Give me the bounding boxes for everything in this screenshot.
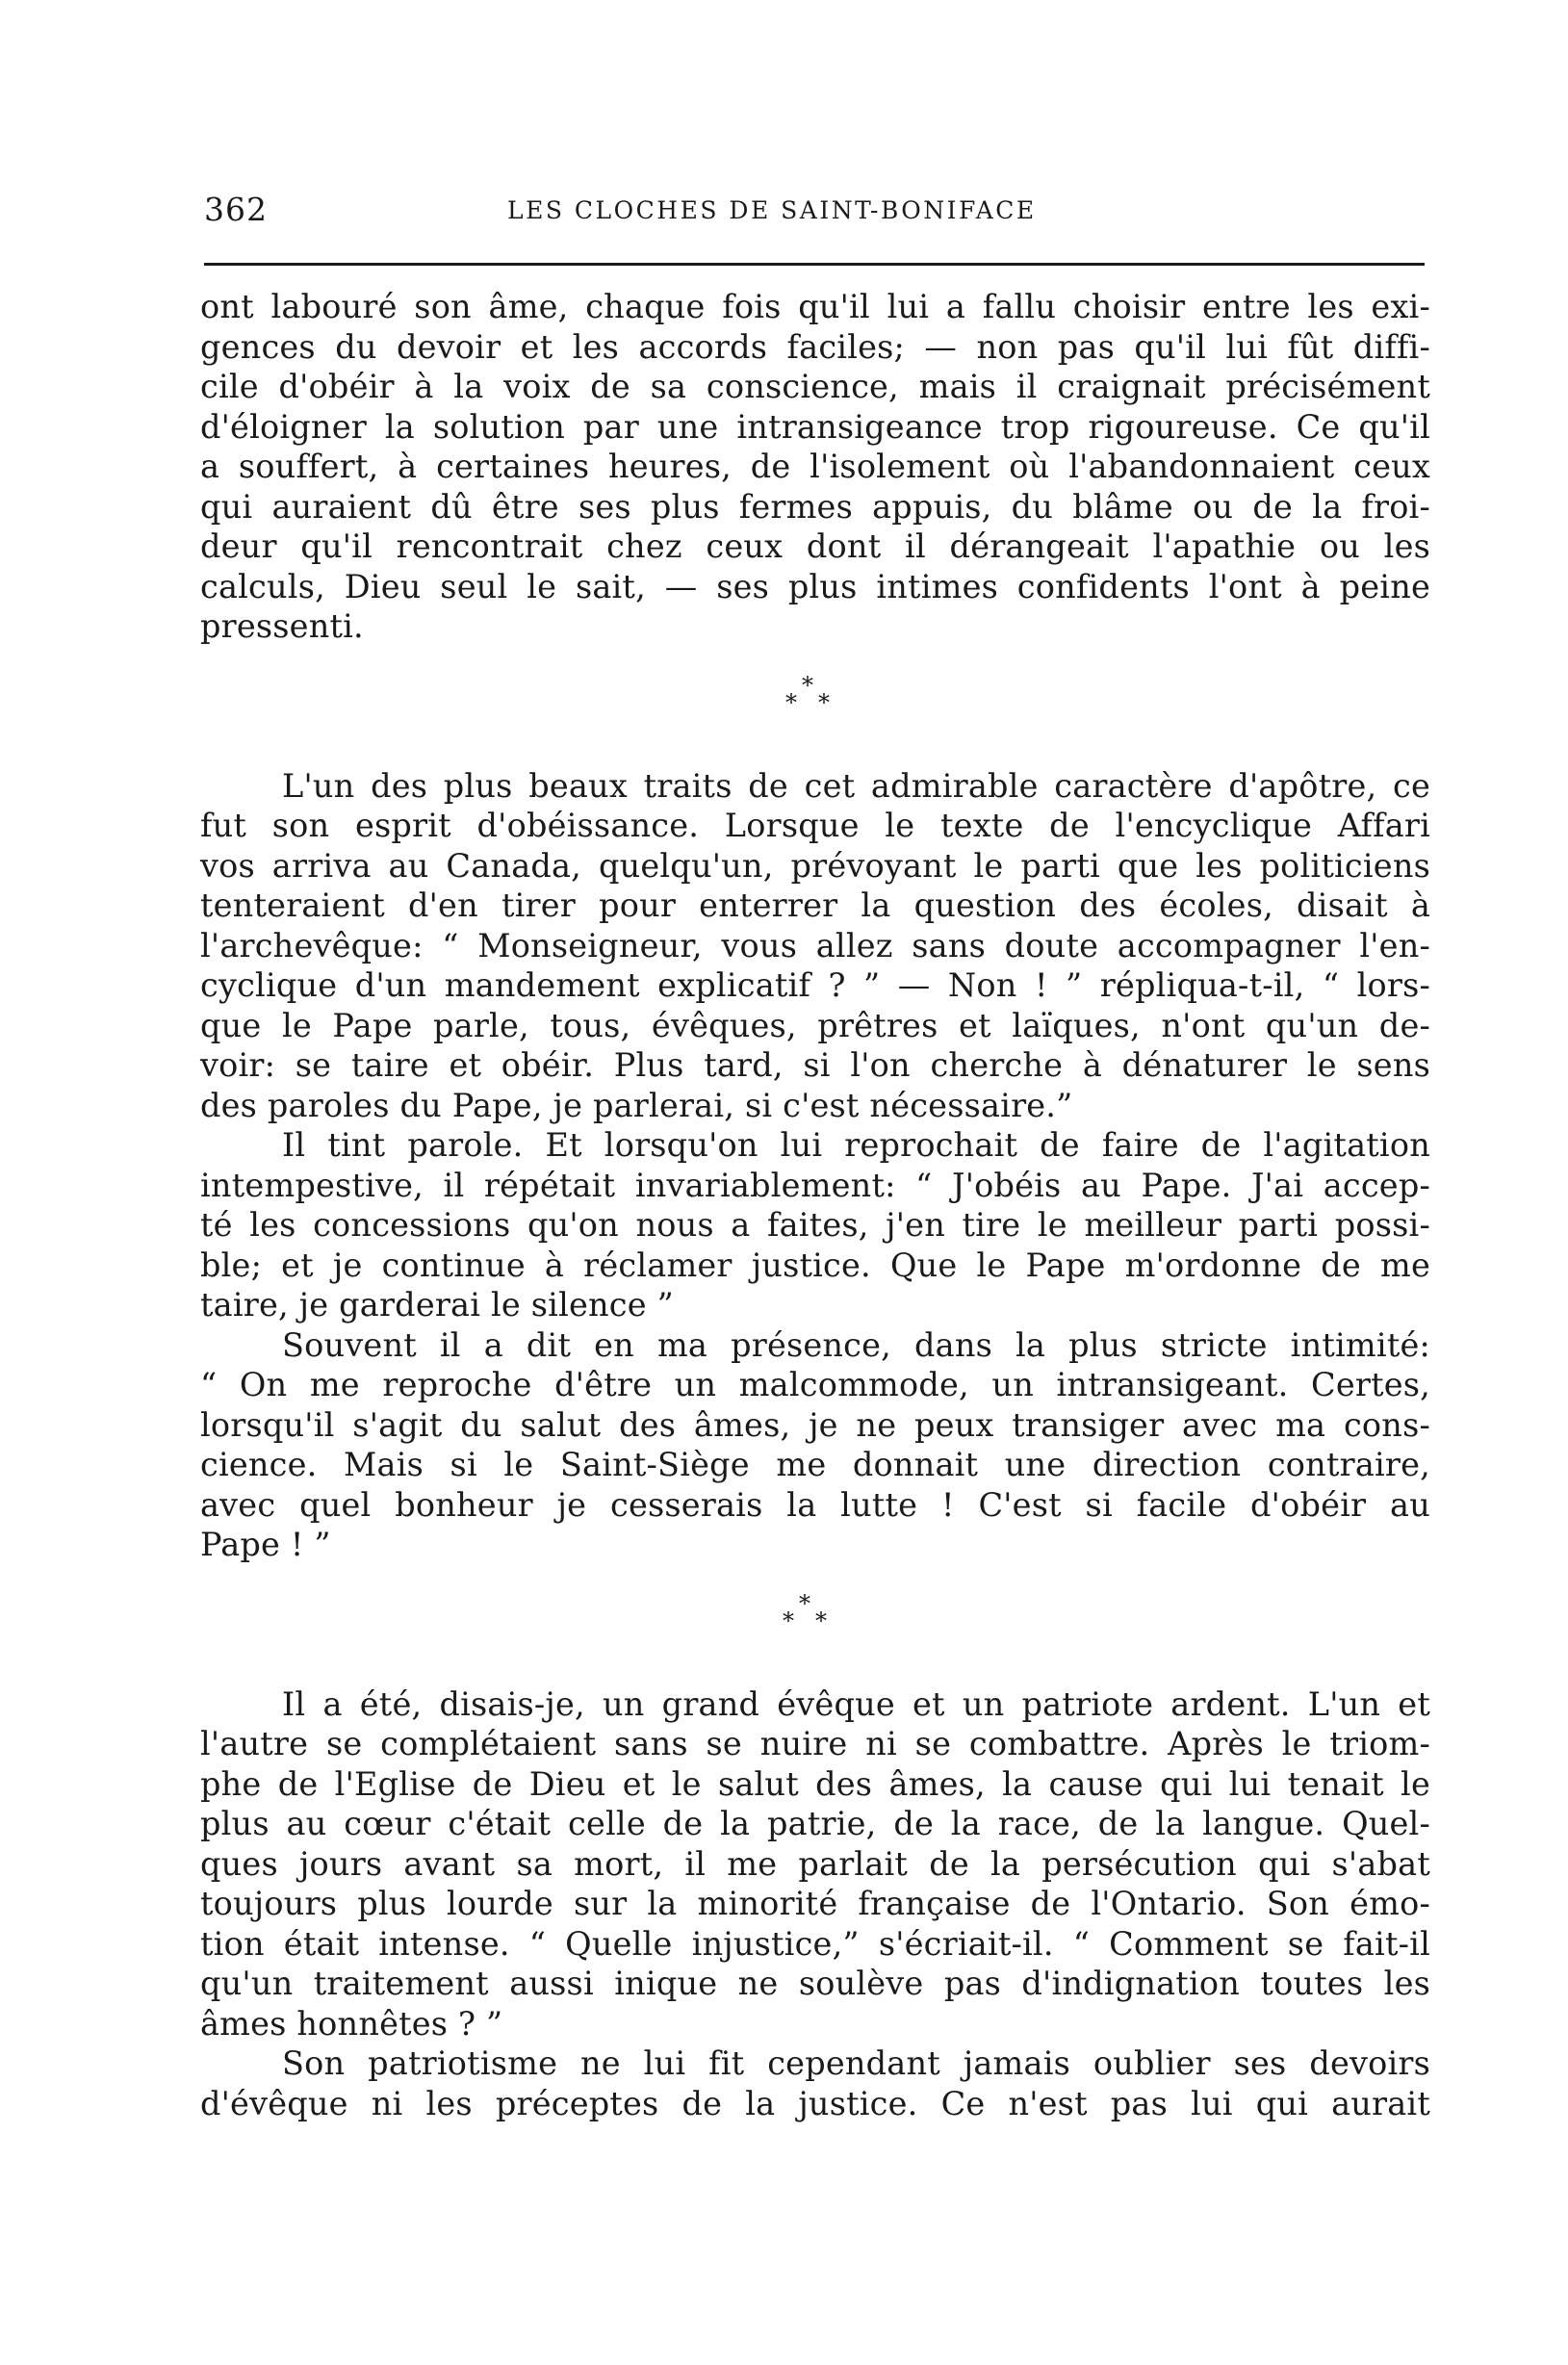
page-number: 362 [204, 191, 268, 228]
text-line: des paroles du Pape, je parlerai, si c'est nécessaire.” [200, 1086, 1073, 1124]
paragraph [200, 287, 1430, 647]
text-line: tenteraient d'en tirer pour enterrer la question des écoles, disait à [200, 887, 1430, 924]
body-text [200, 287, 1430, 2123]
text-line: intempestive, il répétait invariablement: “ J'obéis au Pape. J'ai accep- [200, 1166, 1430, 1204]
text-line: té les concessions qu'on nous a faites, j'en tire le meilleur parti possi- [200, 1206, 1430, 1244]
text-line: vos arriva au Canada, quelqu'un, prévoyant le parti que les politiciens [200, 846, 1430, 885]
text-line: gences du devoir et les accords faciles; — non pas qu'il lui fût diffi- [200, 327, 1430, 366]
paragraph [200, 1684, 1430, 2044]
text-line: “ On me reproche d'être un malcommode, un intransigeant. Certes, [200, 1366, 1430, 1403]
text-line: ont labouré son âme, chaque fois qu'il lui a fallu choisir entre les exi- [200, 288, 1430, 325]
text-line: pressenti. [200, 607, 364, 645]
page-header [204, 191, 1427, 233]
paragraph [200, 766, 1430, 1126]
text-line: L'un des plus beaux traits de cet admirable caractère d'apôtre, ce [282, 766, 1430, 805]
text-line: tion était intense. “ Quelle injustice,” s'écriait-il. “ Comment se fait-il [200, 1924, 1430, 1963]
text-line: Son patriotisme ne lui fit cependant jamais oublier ses devoirs [282, 2044, 1430, 2082]
text-line: voir: se taire et obéir. Plus tard, si l'on cherche à dénaturer le sens [200, 1046, 1430, 1084]
section-separator [200, 647, 1430, 766]
text-line: avec quel bonheur je cesserais la lutte ! C'est si facile d'obéir au [200, 1485, 1430, 1524]
text-line: a souffert, à certaines heures, de l'isolement où l'abandonnaient ceux [200, 448, 1430, 485]
text-line: ques jours avant sa mort, il me parlait de la persécution qui s'abat [200, 1844, 1430, 1883]
text-line: Il tint parole. Et lorsqu'on lui reprochait de faire de l'agitation [282, 1126, 1430, 1164]
text-line: d'évêque ni les préceptes de la justice. Ce n'est pas lui qui aurait [200, 2084, 1430, 2122]
text-line: qui auraient dû être ses plus fermes appuis, du blâme ou de la froi- [200, 487, 1430, 526]
text-line: Pape ! ” [200, 1526, 331, 1563]
text-line: calculs, Dieu seul le sait, — ses plus intimes confidents l'ont à peine [200, 567, 1430, 605]
text-line: fut son esprit d'obéissance. Lorsque le texte de l'encyclique Affari [200, 807, 1430, 844]
text-line: l'archevêque: “ Monseigneur, vous allez sans doute accompagner l'en- [200, 926, 1430, 964]
asterism-star: * [785, 688, 797, 716]
paragraph [200, 1325, 1430, 1565]
text-line: ble; et je continue à réclamer justice. Que le Pape m'ordonne de me [200, 1246, 1430, 1284]
text-line: toujours plus lourde sur la minorité française de l'Ontario. Son émo- [200, 1885, 1430, 1922]
text-line: qu'un traitement aussi inique ne soulève pas d'indignation toutes les [200, 1965, 1430, 2002]
text-line: plus au cœur c'était celle de la patrie, de la race, de la langue. Quel- [200, 1805, 1430, 1842]
text-line: que le Pape parle, tous, évêques, prêtres et laïques, n'ont qu'un de- [200, 1006, 1430, 1044]
text-line: Il a été, disais-je, un grand évêque et un patriote ardent. L'un et [282, 1684, 1430, 1723]
text-line: cyclique d'un mandement explicatif ? ” — Non ! ” répliqua-t-il, “ lors- [200, 966, 1430, 1004]
asterism-star: * [802, 671, 813, 699]
running-title: LES CLOCHES DE SAINT-BONIFACE [507, 196, 1037, 224]
text-line: taire, je garderai le silence ” [200, 1286, 674, 1324]
text-line: cience. Mais si le Saint-Siège me donnait une direction contraire, [200, 1446, 1430, 1483]
text-line: l'autre se complétaient sans se nuire ni se combattre. Après le triom- [200, 1725, 1430, 1762]
text-line: phe de l'Eglise de Dieu et le salut des âmes, la cause qui lui tenait le [200, 1764, 1430, 1803]
paragraph [200, 2044, 1430, 2123]
asterism-star: * [799, 1589, 810, 1617]
paragraph [200, 1125, 1430, 1325]
text-line: d'éloigner la solution par une intransigeance trop rigoureuse. Ce qu'il [200, 407, 1430, 446]
section-separator [200, 1565, 1430, 1684]
asterism-star: * [815, 1607, 827, 1634]
text-line: âmes honnêtes ? ” [200, 2004, 503, 2043]
text-line: cile d'obéir à la voix de sa conscience, mais il craignait précisément [200, 368, 1430, 405]
text-line: Souvent il a dit en ma présence, dans la plus stricte intimité: [282, 1325, 1430, 1364]
header-rule [204, 263, 1425, 266]
text-line: deur qu'il rencontrait chez ceux dont il dérangeait l'apathie ou les [200, 527, 1430, 565]
asterism-star: * [783, 1607, 794, 1634]
text-line: lorsqu'il s'agit du salut des âmes, je ne peux transiger avec ma cons- [200, 1405, 1430, 1444]
asterism-star: * [818, 688, 830, 716]
